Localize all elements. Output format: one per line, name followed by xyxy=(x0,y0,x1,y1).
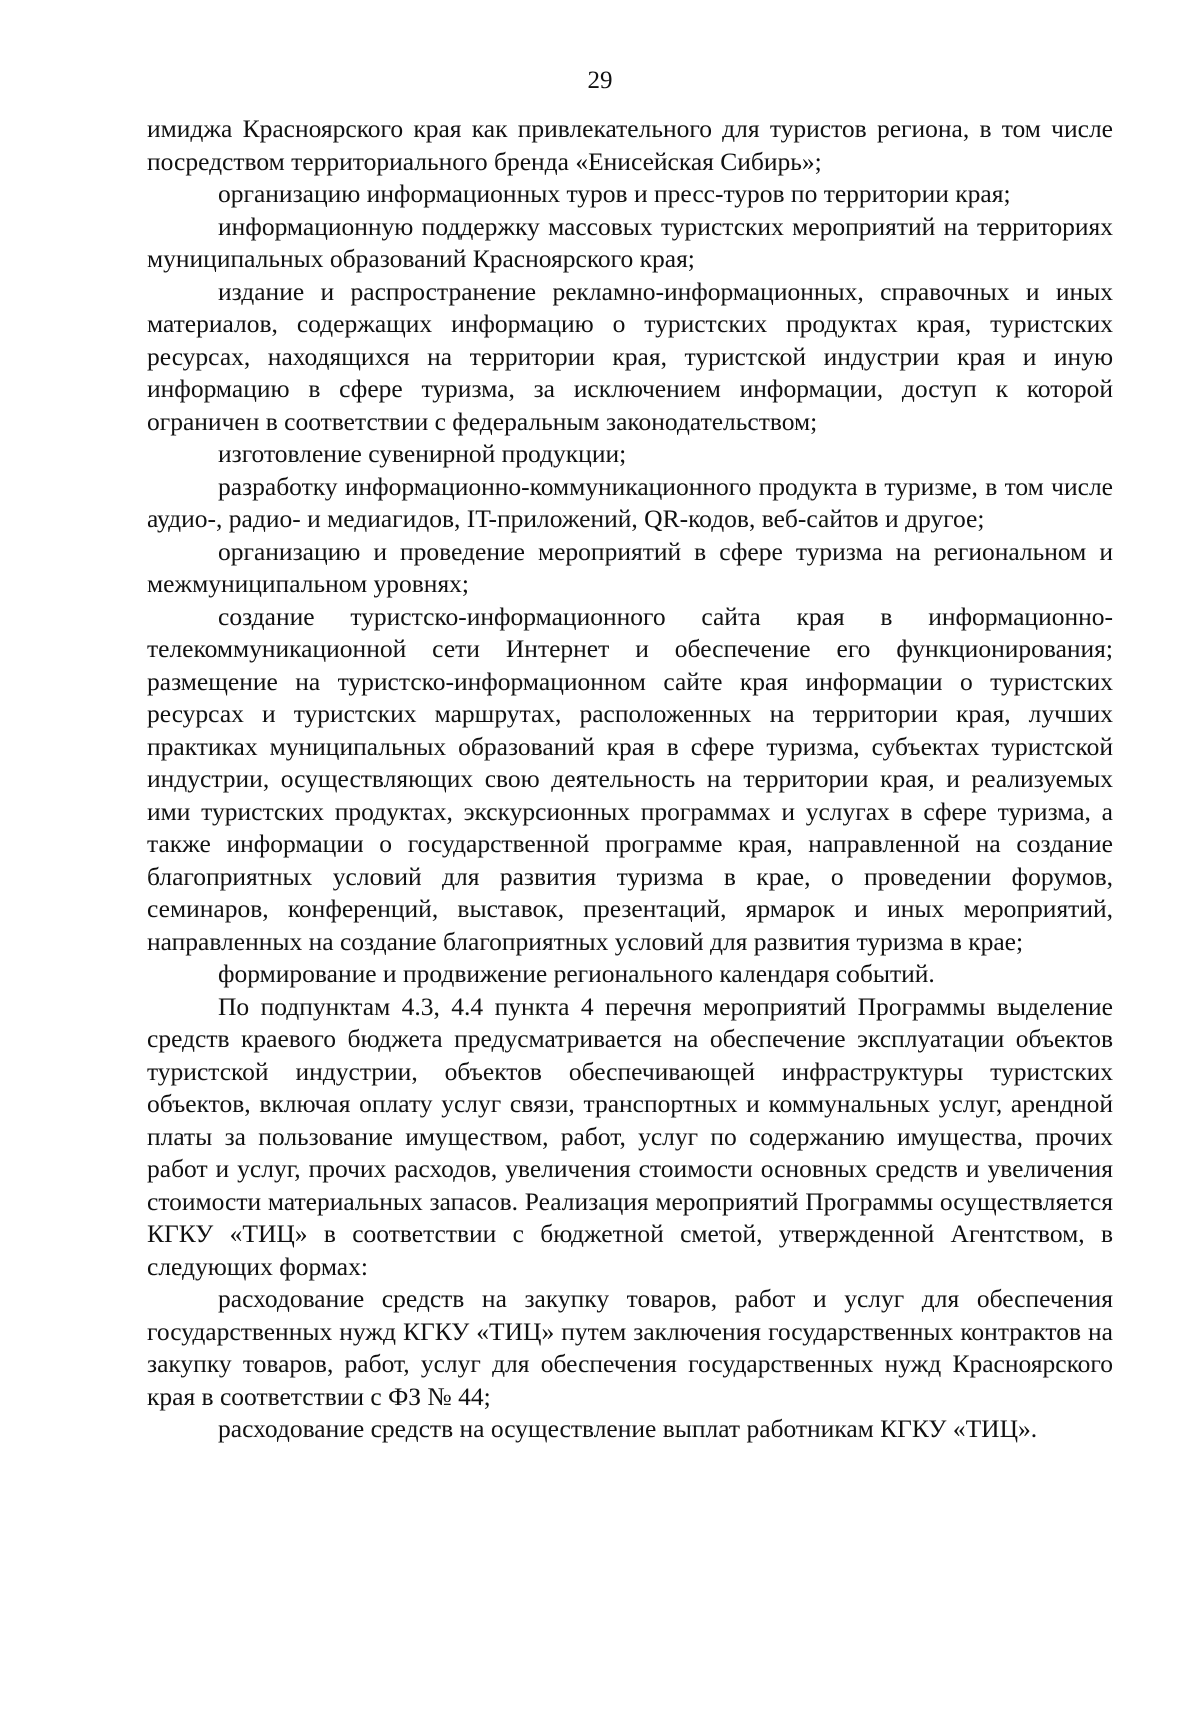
page-number: 29 xyxy=(587,67,613,94)
paragraph-souvenirs: изготовление сувенирной продукции; xyxy=(218,439,627,468)
paragraph-website: создание туристско-информационного сайта края в информационно-телекоммуникационной сети Интернет и обеспечение его функционирования; размещение на туристско-информационном сайте края информации о туристских ресурсах и туристских маршрутах, расположенных на территории края, лучших практиках муниципальных образований края в сфере туризма, субъектах туристской индустрии, осуществляющих свою деятельность на территории края, и реализуемых ими туристских продуктах, экскурсионных программах и услугах в сфере туризма, а также информации о государственной программе края, направленной на создание благоприятных условий для развития туризма в крае, о проведении форумов, семинаров, конференций, выставок, презентаций, ярмарок и иных мероприятий, направленных на создание благоприятных условий для развития туризма в крае; xyxy=(147,601,1113,956)
paragraph-publishing: издание и распространение рекламно-информационных, справочных и иных материалов, содержащих информацию о туристских продуктах края, туристских ресурсах, находящихся на территории края, туристской индустрии края и иную информацию в сфере туризма, за исключением информации, доступ к которой ограничен в соответствии с федеральным законодательством; xyxy=(147,276,1113,436)
paragraph-procurement: расходование средств на закупку товаров, работ и услуг для обеспечения государственных нужд КГКУ «ТИЦ» путем заключения государственных контрактов на закупку товаров, работ, услуг для обеспечения государственных нужд Красноярского края в соответствии с ФЗ № 44; xyxy=(147,1284,1113,1411)
paragraph-image-continuation: имиджа Красноярского края как привлекательного для туристов региона, в том числе посредством территориального бренда «Енисейская Сибирь»; xyxy=(147,114,1113,176)
paragraph-events: организацию и проведение мероприятий в сфере туризма на региональном и межмуниципальном уровнях; xyxy=(147,536,1113,598)
paragraph-budget: По подпунктам 4.3, 4.4 пункта 4 перечня мероприятий Программы выделение средств краевого бюджета предусматривается на обеспечение эксплуатации объектов туристской индустрии, объектов обеспечивающей инфраструктуры туристских объектов, включая оплату услуг связи, транспортных и коммунальных услуг, арендной платы за пользование имуществом, работ, услуг по содержанию имущества, прочих работ и услуг, прочих расходов, увеличения стоимости основных средств и увеличения стоимости материальных запасов. Реализация мероприятий Программы осуществляется КГКУ «ТИЦ» в соответствии с бюджетной сметой, утвержденной Агентством, в следующих формах: xyxy=(147,991,1113,1281)
paragraph-ict-product: разработку информационно-коммуникационного продукта в туризме, в том числе аудио-, радио- и медиагидов, IT-приложений, QR-кодов, веб-сайтов и другое; xyxy=(147,471,1113,533)
paragraph-info-tours: организацию информационных туров и пресс-туров по территории края; xyxy=(218,179,1011,208)
paragraph-event-support: информационную поддержку массовых туристских мероприятий на территориях муниципальных образований Красноярского края; xyxy=(147,211,1113,273)
document-body xyxy=(147,113,1113,1446)
paragraph-payments: расходование средств на осуществление выплат работникам КГКУ «ТИЦ». xyxy=(218,1414,1038,1443)
paragraph-calendar: формирование и продвижение регионального календаря событий. xyxy=(218,959,935,988)
